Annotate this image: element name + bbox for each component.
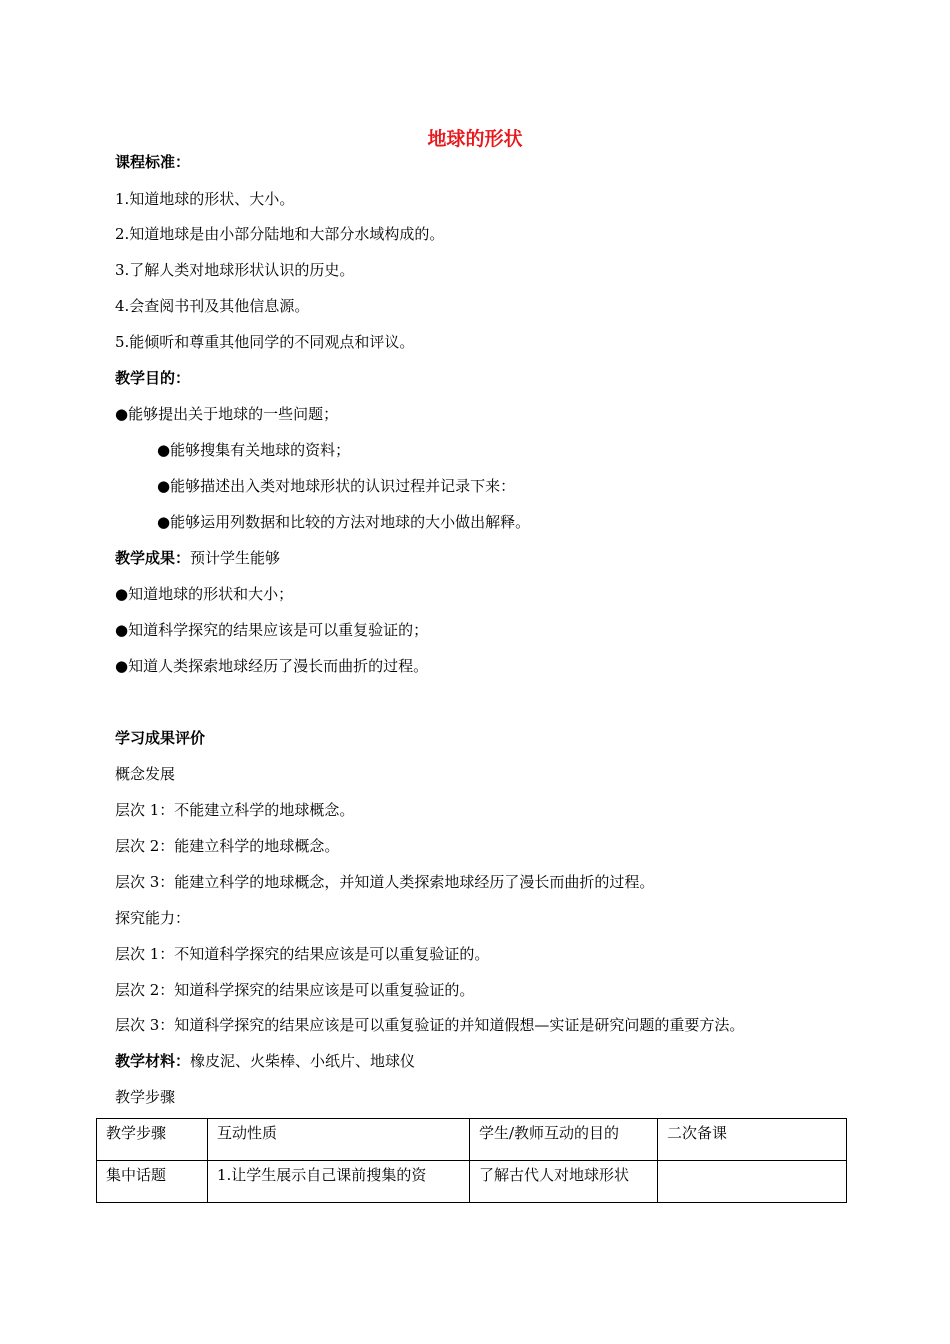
inquiry-heading: 探究能力：	[115, 909, 191, 927]
curriculum-item: 1.知道地球的形状、大小。	[115, 190, 295, 208]
objective-item: ●能够搜集有关地球的资料；	[157, 441, 351, 459]
curriculum-item: 3.了解人类对地球形状认识的历史。	[115, 261, 355, 279]
table-header-row	[97, 1119, 847, 1161]
concept-level: 层次 1：不能建立科学的地球概念。	[115, 801, 355, 819]
table-cell	[658, 1161, 847, 1203]
teaching-steps-table	[96, 1118, 847, 1203]
outcome-item: ●知道人类探索地球经历了漫长而曲折的过程。	[115, 657, 429, 675]
outcome-item: ●知道科学探究的结果应该是可以重复验证的；	[115, 621, 429, 639]
concept-level: 层次 3：能建立科学的地球概念，并知道人类探索地球经历了漫长而曲折的过程。	[115, 873, 655, 891]
table-header-cell: 互动性质	[208, 1119, 470, 1161]
objectives-heading: 教学目的：	[115, 369, 191, 387]
outcome-item: ●知道地球的形状和大小；	[115, 585, 294, 603]
steps-heading: 教学步骤	[115, 1088, 176, 1106]
concept-heading: 概念发展	[115, 765, 176, 783]
outcomes-heading: 教学成果：	[115, 549, 191, 567]
inquiry-level: 层次 1：不知道科学探究的结果应该是可以重复验证的。	[115, 945, 490, 963]
materials-heading: 教学材料：	[115, 1052, 191, 1070]
curriculum-item: 5.能倾听和尊重其他同学的不同观点和评议。	[115, 333, 415, 351]
document-title: 地球的形状	[427, 128, 523, 150]
concept-level: 层次 2：能建立科学的地球概念。	[115, 837, 340, 855]
table-cell: 了解古代人对地球形状	[470, 1161, 658, 1203]
objective-item: ●能够提出关于地球的一些问题；	[115, 405, 339, 423]
curriculum-heading: 课程标准：	[115, 153, 191, 171]
outcomes-line	[115, 548, 280, 568]
table-header-cell: 二次备课	[658, 1119, 847, 1161]
curriculum-item: 4.会查阅书刊及其他信息源。	[115, 297, 310, 315]
materials-text: 橡皮泥、火柴棒、小纸片、地球仪	[190, 1052, 416, 1070]
curriculum-item: 2.知道地球是由小部分陆地和大部分水域构成的。	[115, 225, 445, 243]
evaluation-heading: 学习成果评价	[115, 729, 206, 747]
table-cell: 集中话题	[97, 1161, 208, 1203]
table-header-cell: 教学步骤	[97, 1119, 208, 1161]
table-header-cell: 学生/教师互动的目的	[470, 1119, 658, 1161]
outcomes-lead: 预计学生能够	[190, 549, 281, 567]
objective-item: ●能够描述出入类对地球形状的认识过程并记录下来：	[157, 477, 516, 495]
table-cell: 1.让学生展示自己课前搜集的资	[208, 1161, 470, 1203]
inquiry-level: 层次 2：知道科学探究的结果应该是可以重复验证的。	[115, 981, 475, 999]
objective-item: ●能够运用列数据和比较的方法对地球的大小做出解释。	[157, 513, 531, 531]
inquiry-level: 层次 3：知道科学探究的结果应该是可以重复验证的并知道假想—实证是研究问题的重要方法。	[115, 1016, 745, 1034]
materials-line	[115, 1051, 415, 1071]
table-row	[97, 1161, 847, 1203]
